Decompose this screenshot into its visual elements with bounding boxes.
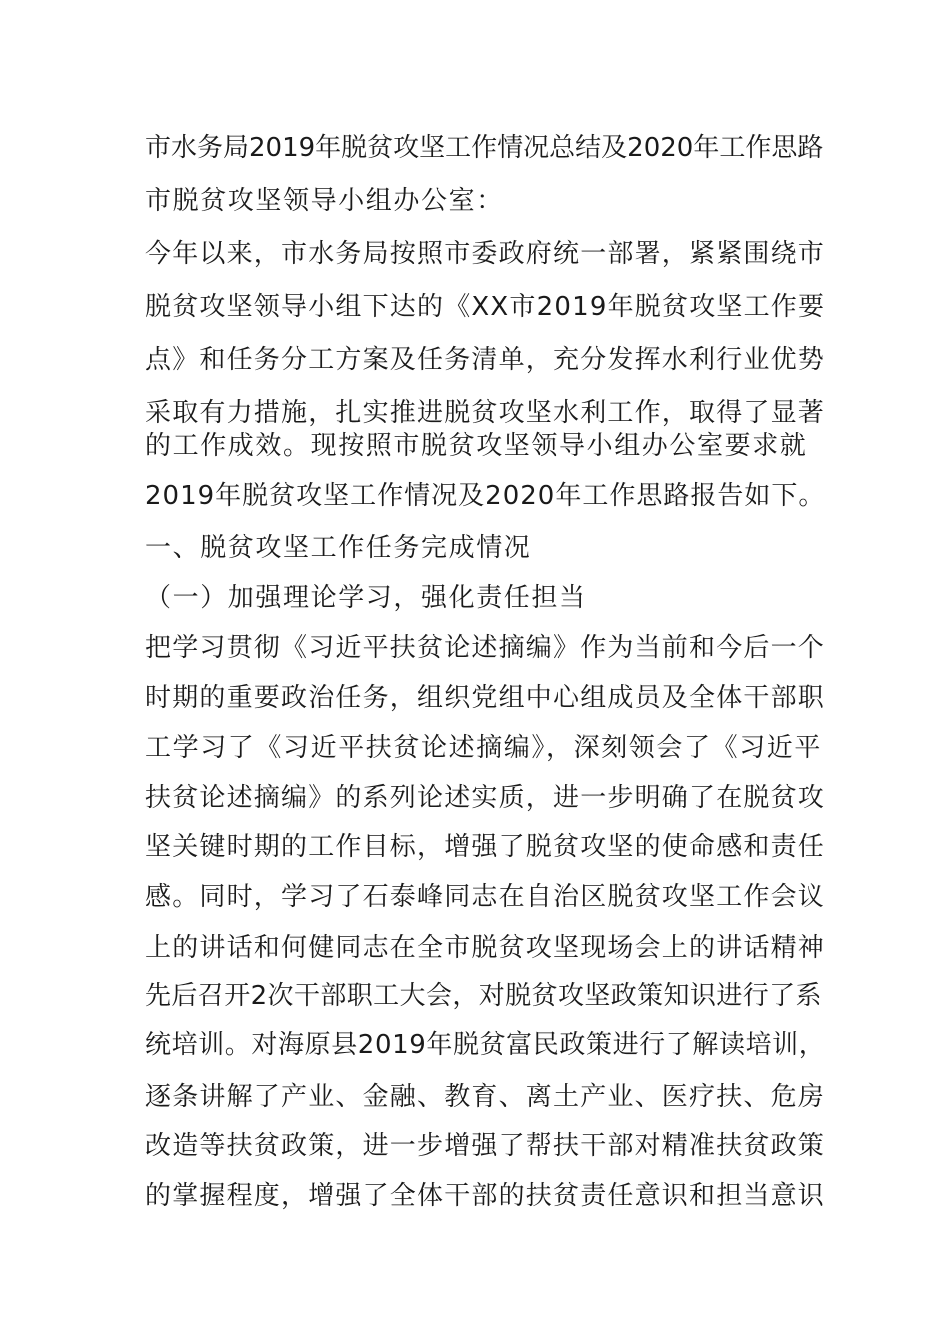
body-text-line: 改造等扶贫政策，进一步增强了帮扶干部对精准扶贫政策 [145, 1131, 826, 1161]
body-text-line: 的掌握程度，增强了全体干部的扶贫责任意识和担当意识 [145, 1181, 826, 1211]
body-text-line: 逐条讲解了产业、金融、教育、离土产业、医疗扶、危房 [145, 1082, 826, 1112]
body-text-line: 2019年脱贫攻坚工作情况及2020年工作思路报告如下。 [145, 481, 826, 511]
body-text-line: 统培训。对海原县2019年脱贫富民政策进行了解读培训， [145, 1030, 826, 1060]
section-heading: 一、脱贫攻坚工作任务完成情况 [145, 533, 532, 563]
subsection-heading: （一）加强理论学习，强化责任担当 [145, 583, 587, 613]
addressee-line: 市脱贫攻坚领导小组办公室： [145, 186, 504, 216]
body-text-line: 工学习了《习近平扶贫论述摘编》，深刻领会了《习近平 [145, 733, 823, 763]
body-text-line: 上的讲话和何健同志在全市脱贫攻坚现场会上的讲话精神 [145, 933, 826, 963]
body-text-line: 坚关键时期的工作目标，增强了脱贫攻坚的使命感和责任 [145, 832, 826, 862]
body-text-line: 点》和任务分工方案及任务清单，充分发挥水利行业优势 [145, 345, 826, 375]
body-text-line: 时期的重要政治任务，组织党组中心组成员及全体干部职 [145, 683, 826, 713]
document-title: 市水务局2019年脱贫攻坚工作情况总结及2020年工作思路 [145, 133, 824, 163]
body-text-line: 先后召开2次干部职工大会，对脱贫攻坚政策知识进行了系 [145, 981, 822, 1011]
body-text-line: 扶贫论述摘编》的系列论述实质，进一步明确了在脱贫攻 [145, 783, 826, 813]
body-text-line: 把学习贯彻《习近平扶贫论述摘编》作为当前和今后一个 [145, 633, 826, 663]
body-text-line: 脱贫攻坚领导小组下达的《XX市2019年脱贫攻坚工作要 [145, 292, 826, 322]
body-text-line: 今年以来，市水务局按照市委政府统一部署，紧紧围绕市 [145, 239, 826, 269]
body-text-line: 感。同时，学习了石泰峰同志在自治区脱贫攻坚工作会议 [145, 882, 826, 912]
body-text-line: 采取有力措施，扎实推进脱贫攻坚水利工作，取得了显著 [145, 398, 826, 428]
body-text-line: 的工作成效。现按照市脱贫攻坚领导小组办公室要求就 [145, 431, 808, 461]
